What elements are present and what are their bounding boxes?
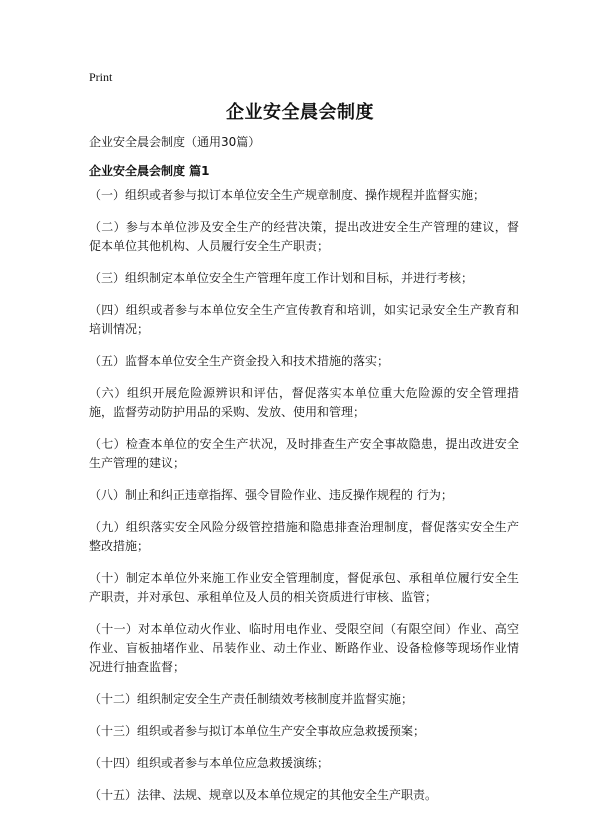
page-title: 企业安全晨会制度 [226, 102, 374, 123]
duty-item: （七）检查本单位的安全生产状况，及时排查生产安全事故隐患，提出改进安全生产管理的建议； [89, 437, 519, 470]
duty-item: （一）组织或者参与拟订本单位安全生产规章制度、操作规程并监督实施； [89, 188, 486, 202]
duty-item: （十四）组织或者参与本单位应急救援演练； [89, 756, 330, 770]
section-heading: 企业安全晨会制度 篇1 [89, 164, 210, 178]
print-link[interactable]: Print [89, 70, 113, 84]
document-subtitle: 企业安全晨会制度（通用30篇） [89, 135, 261, 149]
duty-item: （十三）组织或者参与拟订本单位生产安全事故应急救援预案； [89, 724, 426, 738]
duty-item: （八）制止和纠正违章指挥、强令冒险作业、违反操作规程的 行为； [89, 488, 453, 502]
duty-item: （十）制定本单位外来施工作业安全管理制度，督促承包、承租单位履行安全生产职责，并对承包、承租单位及人员的相关资质进行审核、监管； [89, 571, 519, 604]
duty-item: （四）组织或者参与本单位安全生产宣传教育和培训，如实记录安全生产教育和培训情况； [89, 303, 519, 336]
duty-item: （五）监督本单位安全生产资金投入和技术措施的落实； [89, 354, 390, 368]
duty-item: （九）组织落实安全风险分级管控措施和隐患排查治理制度，督促落实安全生产整改措施； [89, 520, 519, 553]
duty-list [89, 186, 519, 818]
duty-item: （三）组织制定本单位安全生产管理年度工作计划和目标，并进行考核； [89, 271, 474, 285]
duty-item: （十一）对本单位动火作业、临时用电作业、受限空间（有限空间）作业、高空作业、盲板抽堵作业、吊装作业、动土作业、断路作业、设备检修等现场作业情况进行抽查监督； [89, 622, 519, 674]
duty-item: （十二）组织制定安全生产责任制绩效考核制度并监督实施； [89, 692, 414, 706]
duty-item: （十五）法律、法规、规章以及本单位规定的其他安全生产职责。 [89, 788, 438, 802]
duty-item: （二）参与本单位涉及安全生产的经营决策，提出改进安全生产管理的建议，督促本单位其他机构、人员履行安全生产职责； [89, 220, 519, 253]
duty-item: （六）组织开展危险源辨识和评估，督促落实本单位重大危险源的安全管理措施，监督劳动防护用品的采购、发放、使用和管理； [89, 386, 519, 419]
